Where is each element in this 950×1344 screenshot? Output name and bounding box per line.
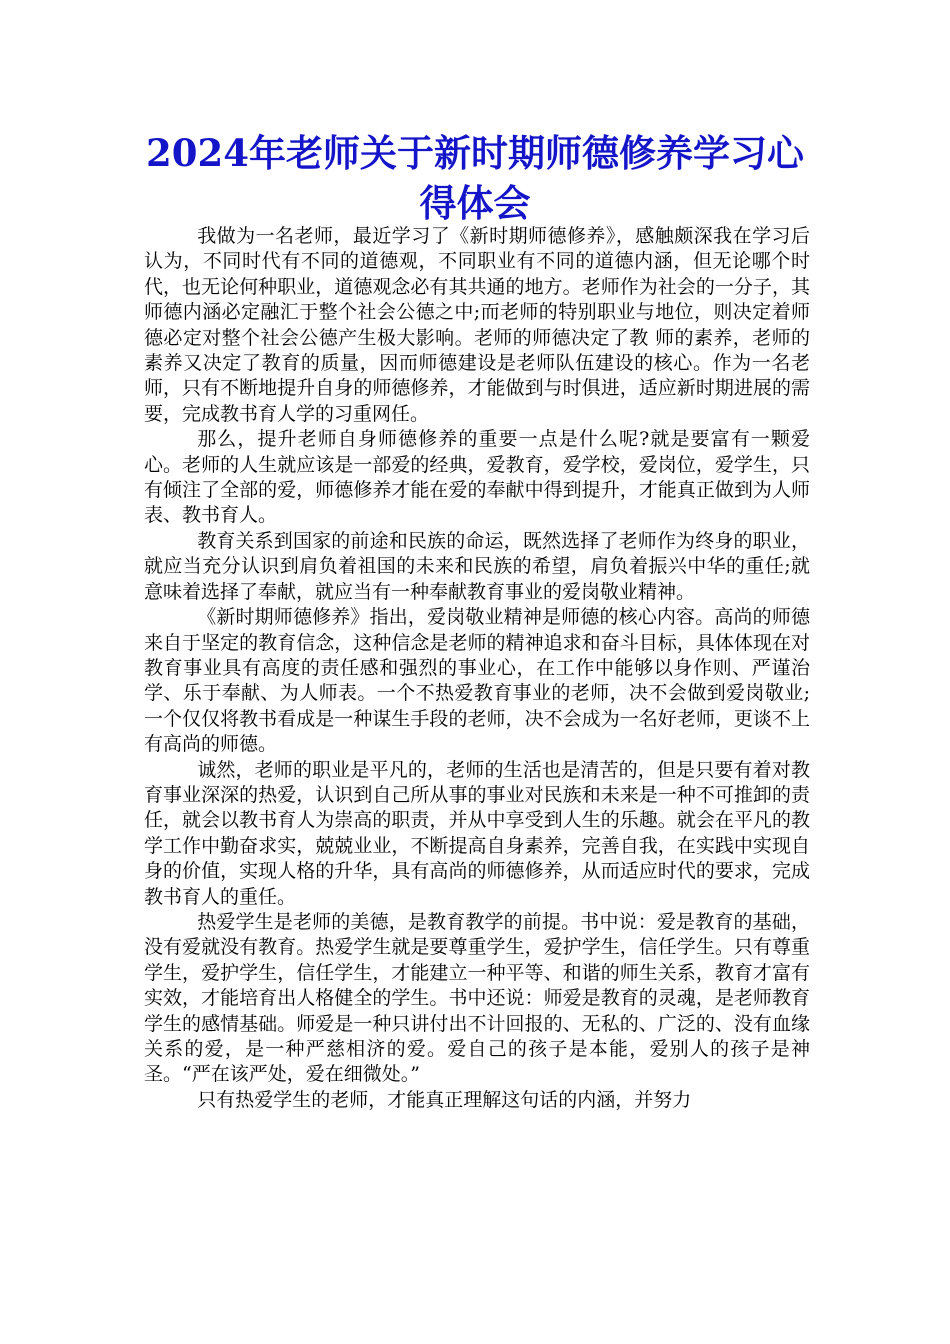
paragraph-7: 只有热爱学生的老师，才能真正理解这句话的内涵，并努力: [197, 1088, 692, 1111]
paragraph-5: 诚然，老师的职业是平凡的，老师的生活也是清苦的，但是只要有着对教育事业深深的热爱，认识到自己所从事的事业对民族和未来是一种不可推卸的责任，就会以教书育人为崇高的职责，并从中享受到人生的乐趣。就会在平凡的教学工作中勤奋求实，兢兢业业，不断提高自身素养，完善自我，在实践中实现自身的价值，实现人格的升华，具有高尚的师德修养，从而适应时代的要求，完成教书育人的重任。: [144, 758, 810, 908]
document-title: 2024年老师关于新时期师德修养学习心得体会: [146, 131, 804, 225]
paragraph-1: 我做为一名老师，最近学习了《新时期师德修养》，感触颇深我在学习后认为，不同时代有不同的道德观，不同职业有不同的道德内涵，但无论哪个时代，也无论何种职业，道德观念必有其共通的地方。老师作为社会的一分子，其师德内涵必定融汇于整个社会公德之中;而老师的特别职业与地位，则决定着师德必定对整个社会公德产生极大影响。老师的师德决定了教 师的素养，老师的素养又决定了教育的质量，因而师德建设是老师队伍建设的核心。作为一名老师，只有不断地提升自身的师德修养，才能做到与时俱进，适应新时期进展的需要，完成教书育人学的习重网任。: [144, 225, 810, 425]
paragraph-4: 《新时期师德修养》指出，爱岗敬业精神是师德的核心内容。高尚的师德来自于坚定的教育信念，这种信念是老师的精神追求和奋斗目标，具体体现在对教育事业具有高度的责任感和强烈的事业心，在工作中能够以身作则、严谨治学、乐于奉献、为人师表。一个不热爱教育事业的老师，决不会做到爱岗敬业;一个仅仅将教书看成是一种谋生手段的老师，决不会成为一名好老师，更谈不上有高尚的师德。: [144, 606, 810, 756]
paragraph-6: 热爱学生是老师的美德，是教育教学的前提。书中说：爱是教育的基础，没有爱就没有教育。热爱学生就是要尊重学生，爱护学生，信任学生。只有尊重学生，爱护学生，信任学生，才能建立一种平等、和谐的师生关系，教育才富有实效，才能培育出人格健全的学生。书中还说：师爱是教育的灵魂，是老师教育学生的感情基础。师爱是一种只讲付出不计回报的、无私的、广泛的、没有血缘关系的爱，是一种严慈相济的爱。爱自己的孩子是本能，爱别人的孩子是神圣。“严在该严处，爱在细微处。”: [144, 910, 810, 1086]
document-body: [144, 224, 810, 1113]
paragraph-3: 教育关系到国家的前途和民族的命运，既然选择了老师作为终身的职业，就应当充分认识到肩负着祖国的未来和民族的希望，肩负着振兴中华的重任;就意味着选择了奉献，就应当有一种奉献教育事业的爱岗敬业精神。: [144, 529, 810, 603]
paragraph-2: 那么，提升老师自身师德修养的重要一点是什么呢?就是要富有一颗爱心。老师的人生就应该是一部爱的经典，爱教育，爱学校，爱岗位，爱学生，只有倾注了全部的爱，师德修养才能在爱的奉献中得到提升，才能真正做到为人师表、教书育人。: [144, 428, 810, 527]
